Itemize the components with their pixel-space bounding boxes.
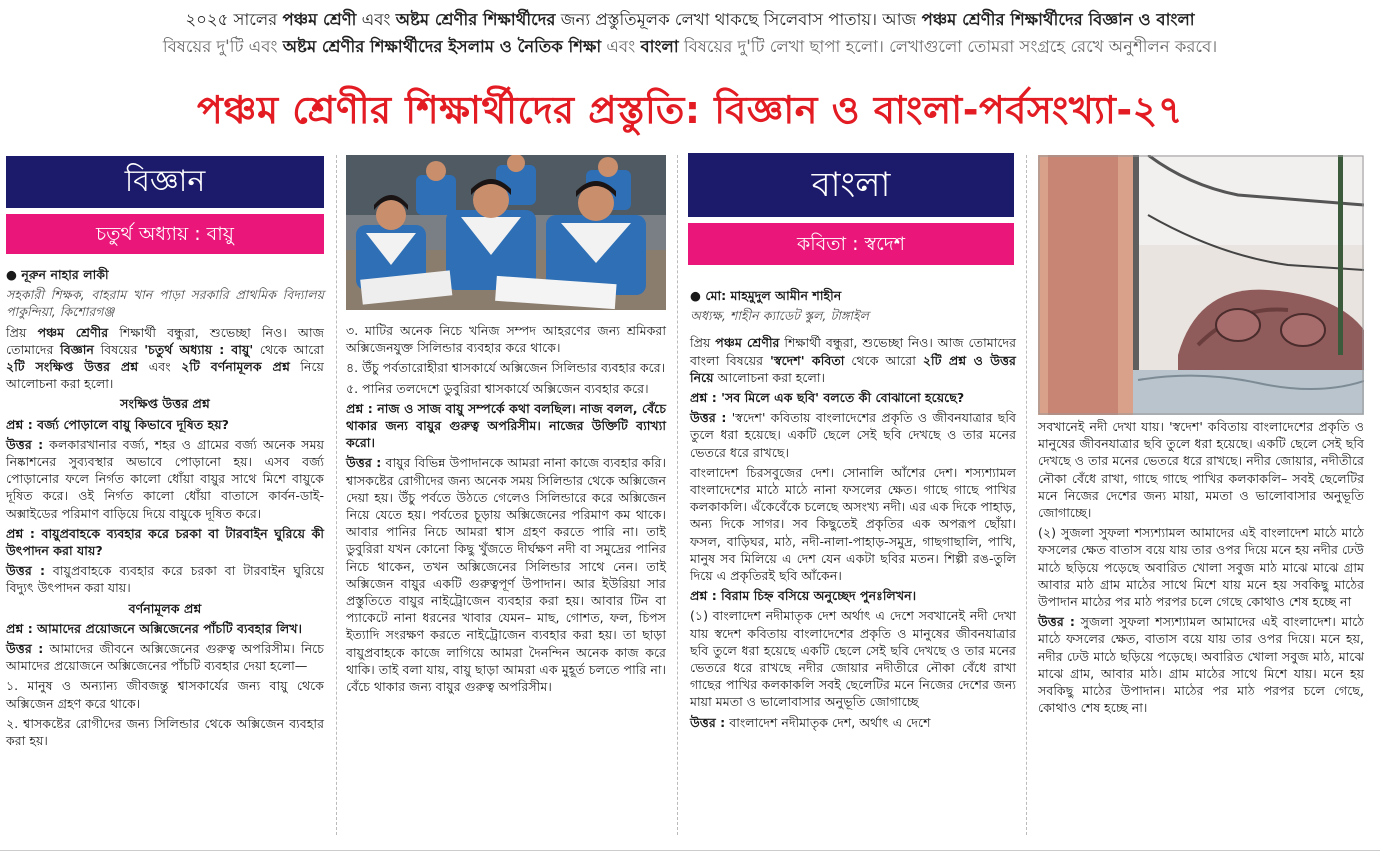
- science-q3: প্রশ্ন : আমাদের প্রয়োজনে অক্সিজেনের পাঁচটি ব্যবহার লিখ।: [6, 620, 303, 636]
- village-illustration: [1038, 155, 1364, 415]
- bangla-author: ● মো: মাহমুদুল আমীন শাহীন: [690, 288, 842, 303]
- bangla-q2: প্রশ্ন : বিরাম চিহ্ন বসিয়ে অনুচ্ছেদ পুনঃলিখন।: [690, 588, 917, 604]
- science-author: ● নূরুন নাহার লাকী: [6, 267, 109, 282]
- science-short-heading: সংক্ষিপ্ত উত্তর প্রশ্ন: [120, 396, 210, 412]
- intro-line-2: বিষয়ের দু'টি এবং অষ্টম শ্রেণীর শিক্ষার্থীদের ইসলাম ও নৈতিক শিক্ষা এবং বাংলা বিষয়ের দু'টি লেখা ছাপা হলো। লেখাগুলো তোমরা সংগ্রহে রেখে অনুশীলন করবে।: [162, 37, 1218, 56]
- science-banner: [6, 156, 324, 208]
- bangla-affiliation: অধ্যক্ষ, শাহীন ক্যাডেট স্কুল, টাঙ্গাইল: [690, 308, 869, 324]
- bottom-divider: [0, 850, 1380, 851]
- science-list-4: ৪. উঁচু পর্বতারোহীরা শ্বাসকার্যে অক্সিজেন সিলিন্ডার ব্যবহার করে।: [346, 360, 666, 376]
- bangla-p1: (১) বাংলাদেশ নদীমাতৃক দেশ অর্থাৎ এ দেশে সবখানেই নদী দেখা যায় স্বদেশ কবিতায় বাংলাদেশের প্রকৃতি ও মানুষের জীবনযাত্রার ছবি তুলে ধরা হয়েছে একটি ছেলে সেই ছবি দেখছে ও তার মনের ভেতরে ধরে রাখছে নদীর জোয়ার নদীতীরে নৌকা বেঁধে রাখা গাছের পাখির কলকাকলি সবই ছেলেটির মনে নিজের দেশের জন্য মায়া মমতা ও ভালোবাসার অনুভূতি জোগাচ্ছে: [690, 608, 1016, 710]
- science-list-5: ৫. পানির তলদেশে ডুবুরিরা শ্বাসকার্যে অক্সিজেন ব্যবহার করে।: [346, 380, 649, 396]
- science-q4: প্রশ্ন : নাজ ও সাজ বায়ু সম্পর্কে কথা বলছিল। নাজ বলল, বেঁচে থাকার জন্য বায়ুর গুরুত্ব অপরিসীম। নাজের উক্তিটি ব্যাখ্যা করো।: [346, 400, 666, 451]
- bangla-continuation-1: সবখানেই নদী দেখা যায়। 'স্বদেশ' কবিতায় বাংলাদেশের প্রকৃতি ও মানুষের জীবনযাত্রার ছবি তুলে ধরা হয়েছে। একটি ছেলে সেই ছবি দেখছে ও তার মনের ভেতরে ধরে রাখছে। নদীর জোয়ার, নদীতীরে নৌকা বেঁধে রাখা, গাছে গাছে পাখির কলকাকলি– সবই ছেলেটির মনে নিজের দেশের জন্য মায়া, মমতা ও ভালোবাসার অনুভূতি জোগাচ্ছে।: [1038, 419, 1364, 521]
- column-divider: [677, 155, 678, 835]
- science-list-1: ১. মানুষ ও অন্যান্য জীবজন্তু শ্বাসকার্যের জন্য বায়ু থেকে অক্সিজেন গ্রহণ করে থাকে।: [6, 678, 324, 711]
- science-list-2: ২. শ্বাসকষ্টের রোগীদের জন্য সিলিন্ডার থেকে অক্সিজেন ব্যবহার করা হয়।: [6, 715, 324, 749]
- intro-line-1: ২০২৫ সালের পঞ্চম শ্রেণী এবং অষ্টম শ্রেণীর শিক্ষার্থীদের জন্য প্রস্তুতিমূলক লেখা থাকছে সিলেবাস পাতায়। আজ পঞ্চম শ্রেণীর শিক্ষার্থীদের বিজ্ঞান ও বাংলা: [185, 10, 1195, 29]
- bangla-p2-answer: উত্তর : সুজলা সুফলা শস্যশ্যামল আমাদের এই বাংলাদেশ। মাঠে মাঠে ফসলের ক্ষেত, বাতাস বয়ে যায় তার ওপর দিয়ে। মনে হয়, নদীর ঢেউ মাঠে ছড়িয়ে পড়েছে। অবারিত খোলা সবুজ মাঠ, মাঝে মাঝে গ্রাম, আবার মাঠ। গ্রাম মাঠের সাথে মিশে যায়। মনে হয় সবকিছু মাঠের উপাদান। মাঠের পর মাঠ পরপর চলে গেছে, কোথাও শেষ হচ্ছে না।: [1038, 614, 1364, 716]
- science-column-1: [6, 266, 324, 752]
- bangla-p1-answer: উত্তর : বাংলাদেশ নদীমাতৃক দেশ, অর্থাৎ এ দেশে: [690, 714, 931, 730]
- science-a4: উত্তর : বায়ুর বিভিন্ন উপাদানকে আমরা নানা কাজে ব্যবহার করি। শ্বাসকষ্টের রোগীদের জন্য অনেক সময় সিলিন্ডার থেকে অক্সিজেন দেয়া হয়। উঁচু পর্বতে উঠতে গেলেও সিলিন্ডারে করে অক্সিজেন নিয়ে যেতে হয়। পর্বতের চূড়ায় অক্সিজেনের পরিমাণ কম থাকে। আবার পানির নিচে আমরা শ্বাস গ্রহণ করতে পারি না। তাই ডুবুরিরা যখন কোনো কিছু খুঁজতে দীর্ঘক্ষণ নদী বা সমুদ্রের পানির নিচে থাকেন, তখন অক্সিজেনের সিলিন্ডার সাথে নেন। তাই অক্সিজেন বায়ুর একটি গুরুত্বপূর্ণ উপাদান। আর ইউরিয়া সার প্রস্তুতিতে বায়ুর নাইট্রোজেন ব্যবহার করা হয়। আবার টিন বা প্যাকেটে নানা ধরনের খাবার যেমন– মাছ, গোশত, ফল, চিপস ইত্যাদি সংরক্ষণ করতে নাইট্রোজেন ব্যবহার করা হয়। তা ছাড়া বায়ুপ্রবাহকে কাজে লাগিয়ে আমরা দৈনন্দিন অনেক কাজ করে থাকি। তাই বলা যায়, বায়ু ছাড়া আমরা এক মুহূর্ত চলতে পারি না। বেঁচে থাকার জন্য বায়ুর গুরুত্ব অপরিসীম।: [346, 455, 666, 695]
- bangla-q1: প্রশ্ন : 'সব মিলে এক ছবি' বলতে কী বোঝানো হয়েছে?: [690, 390, 965, 406]
- bangla-poem-label: কবিতা : স্বদেশ: [797, 233, 905, 255]
- science-q2: প্রশ্ন : বায়ুপ্রবাহকে ব্যবহার করে চরকা বা টারবাইন ঘুরিয়ে কী উৎপাদন করা যায়?: [6, 525, 324, 559]
- classroom-photo: [346, 155, 666, 310]
- bangla-a1: উত্তর : 'স্বদেশ' কবিতায় বাংলাদেশের প্রকৃতি ও জীবনযাত্রার ছবি তুলে ধরা হয়েছে। একটি ছেলে সেই ছবি দেখছে ও তার মনের ভেতরে ধরে রাখছে।: [690, 410, 1016, 460]
- bangla-banner-label: বাংলা: [811, 165, 891, 205]
- science-a2: উত্তর : বায়ুপ্রবাহকে ব্যবহার করে চরকা বা টারবাইন ঘুরিয়ে বিদ্যুৎ উৎপাদন করা যায়।: [6, 563, 324, 596]
- science-a3: উত্তর : আমাদের জীবনে অক্সিজেনের গুরুত্ব অপরিসীম। নিচে আমাদের প্রয়োজনে অক্সিজেনের পাঁচটি ব্যবহার দেয়া হলো—: [6, 641, 324, 674]
- column-divider: [1026, 155, 1027, 835]
- science-intro: প্রিয় পঞ্চম শ্রেণীর শিক্ষার্থী বন্ধুরা, শুভেচ্ছা নিও। আজ তোমাদের বিজ্ঞান বিষয়ের 'চতুর্থ অধ্যায় : বায়ু' থেকে আরো ২টি সংক্ষিপ্ত উত্তর প্রশ্ন এবং ২টি বর্ণনামূলক প্রশ্ন নিয়ে আলোচনা করা হলো।: [6, 324, 324, 392]
- bangla-intro: প্রিয় পঞ্চম শ্রেণীর শিক্ষার্থী বন্ধুরা, শুভেচ্ছা নিও। আজ তোমাদের বাংলা বিষয়ের 'স্বদেশ' কবিতা থেকে আরো ২টি প্রশ্ন ও উত্তর নিয়ে আলোচনা করা হলো।: [690, 335, 1017, 385]
- science-affiliation: সহকারী শিক্ষক, বাহরাম খান পাড়া সরকারি প্রাথমিক বিদ্যালয় পাকুন্দিয়া, কিশোরগঞ্জ: [6, 287, 324, 320]
- science-list-3: ৩. মাটির অনেক নিচে খনিজ সম্পদ আহরণের জন্য শ্রমিকরা অক্সিজেনযুক্ত সিলিন্ডার ব্যবহার করে থাকে।: [346, 323, 666, 356]
- science-q1: প্রশ্ন : বর্জ্য পোড়ালে বায়ু কিভাবে দূষিত হয়?: [6, 416, 229, 432]
- science-desc-heading: বর্ণনামূলক প্রশ্ন: [128, 600, 202, 616]
- bangla-p2: (২) সুজলা সুফলা শস্যশ্যামল আমাদের এই বাংলাদেশ মাঠে মাঠে ফসলের ক্ষেত বাতাস বয়ে যায় তার ওপর দিয়ে মনে হয় নদীর ঢেউ মাঠে ছড়িয়ে পড়েছে অবারিত খোলা সবুজ মাঠ মাঝে মাঝে গ্রাম আবার মাঠ গ্রাম মাঠের সাথে মিশে যায় মনে হয় সবকিছু মাঠের উপাদান মাঠের পর মাঠ পরপর চলে গেছে কোথাও শেষ হচ্ছে না: [1038, 525, 1364, 610]
- science-banner-label: বিজ্ঞান: [124, 164, 206, 199]
- boat-scene-illustration: [1038, 155, 1364, 415]
- column-divider: [336, 155, 337, 835]
- bangla-column-1: [690, 287, 1016, 734]
- science-chapter-banner: [6, 214, 324, 254]
- science-chapter-label: চতুর্থ অধ্যায় : বায়ু: [96, 223, 234, 245]
- bangla-a1-more: বাংলাদেশ চিরসবুজের দেশ। সোনালি আঁশের দেশ। শস্যশ্যামল বাংলাদেশের মাঠে মাঠে নানা ফসলের ক্ষেত। গাছে গাছে পাখির কলকাকলি। এঁকেবেঁকে চলেছে অসংখ্য নদী। এর এক দিকে পাহাড়, অন্য দিকে সাগর। সব কিছুতেই প্রকৃতির এক অপরূপ ছোঁয়া। ফসল, বাড়িঘর, মাঠ, নদী-নালা-পাহাড়-সমুদ্র, গাছগাছালি, পাখি, মানুষ সব মিলিয়ে এ দেশ যেন একটা ছবির মতন। শিল্পী রঙ-তুলি দিয়ে এ প্রকৃতিরই ছবি আঁকেন।: [690, 464, 1016, 584]
- page-headline: পঞ্চম শ্রেণীর শিক্ষার্থীদের প্রস্তুতি: বিজ্ঞান ও বাংলা-পর্বসংখ্যা-২৭: [196, 88, 1184, 132]
- students-illustration: [346, 155, 666, 310]
- bangla-banner: [688, 153, 1014, 217]
- bangla-column-2: [1038, 418, 1364, 719]
- bangla-poem-banner: [688, 223, 1014, 265]
- science-column-2: [346, 322, 666, 698]
- science-a1: উত্তর : কলকারখানার বর্জ্য, শহর ও গ্রামের বর্জ্য অনেক সময় নিষ্কাশনের সুব্যবস্থার অভাবে পোড়ানো হয়। এসব বর্জ্য পোড়ানোর ফলে নির্গত কালো ধোঁয়া বায়ুর সাথে মিশে বায়ুকে দূষিত করে। ওই নির্গত কালো ধোঁয়া বাতাসে কার্বন-ডাই-অক্সাইডের পরিমাণ বাড়িয়ে দিয়ে বায়ুকে দূষিত করে।: [6, 436, 324, 521]
- intro-notice: [8, 6, 1372, 60]
